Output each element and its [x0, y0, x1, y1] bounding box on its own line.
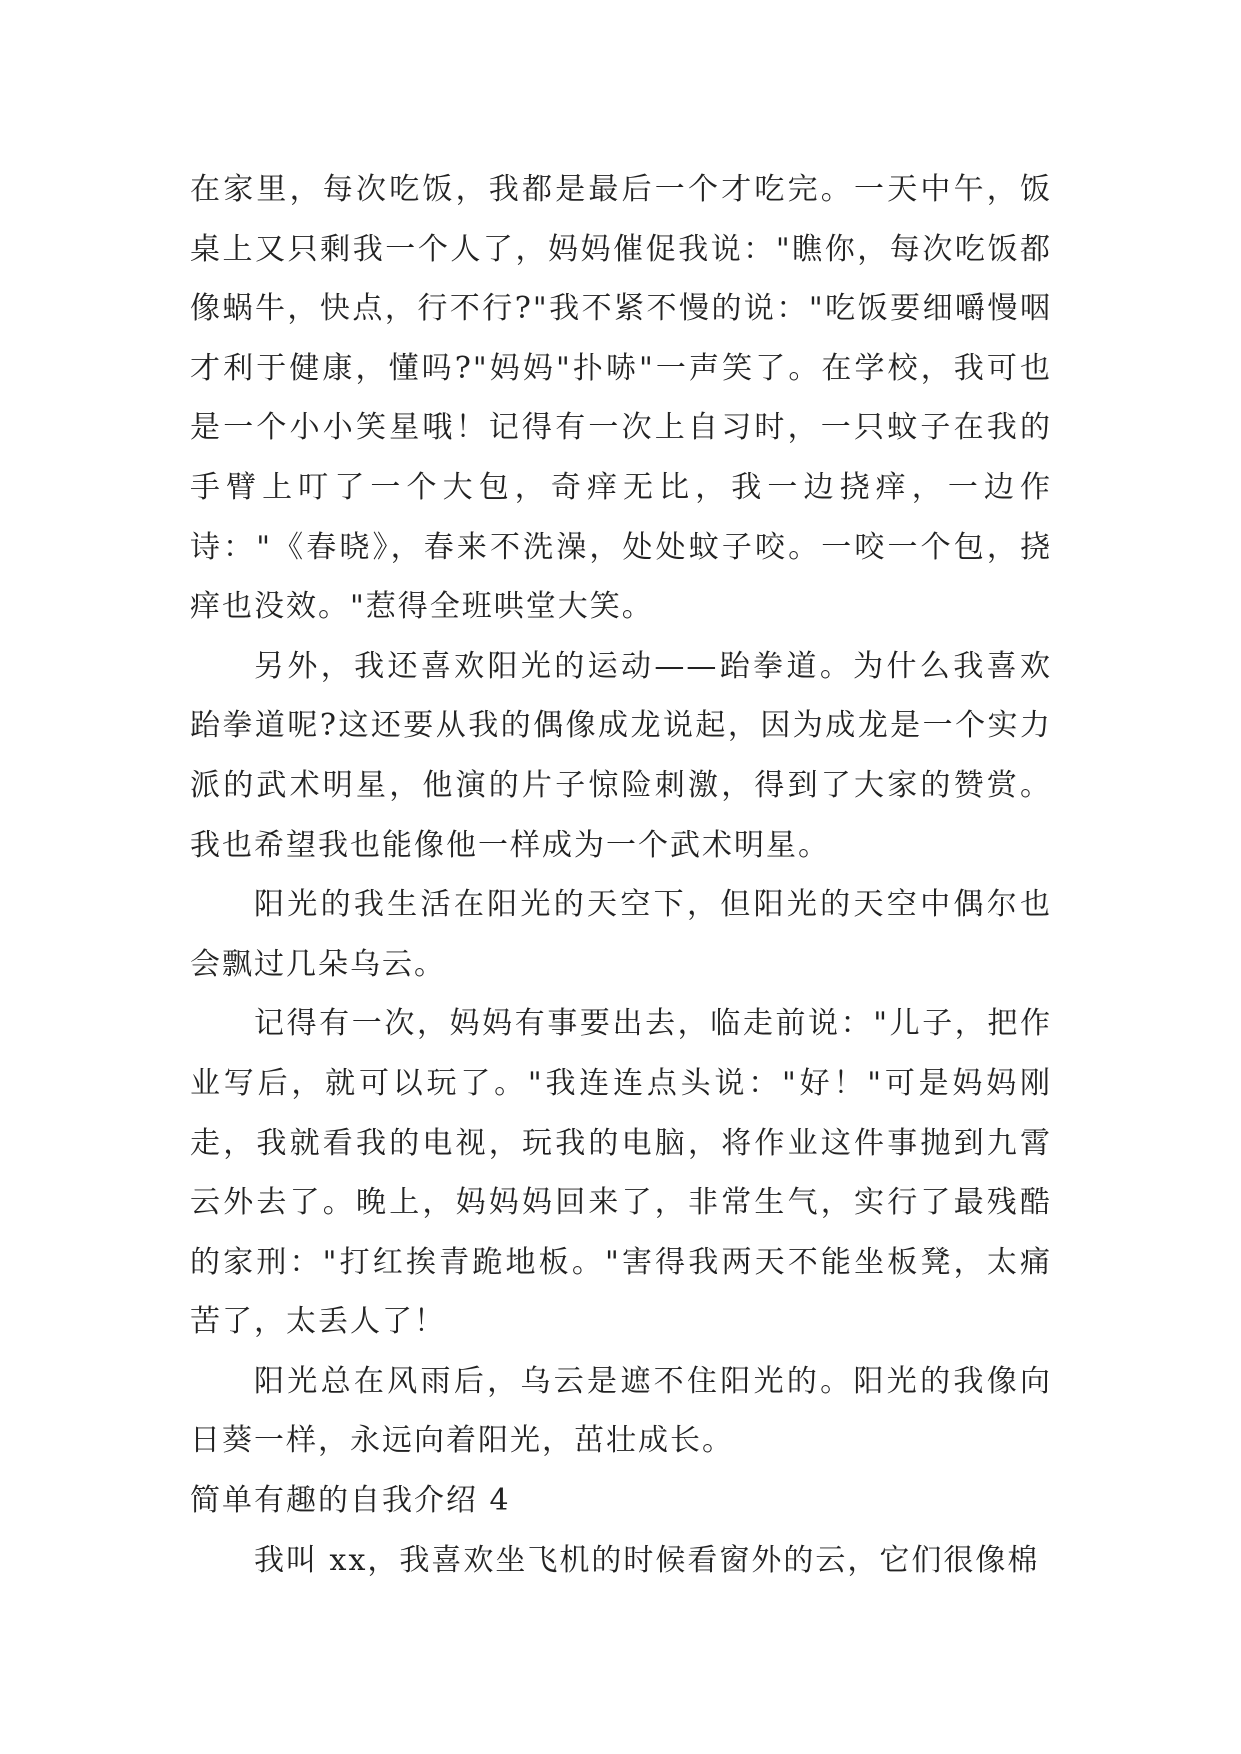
- paragraph-5: 阳光总在风雨后，乌云是遮不住阳光的。阳光的我像向日葵一样，永远向着阳光，茁壮成长。: [190, 1363, 1052, 1459]
- document-body: [190, 160, 1052, 1590]
- paragraph-2: 另外，我还喜欢阳光的运动——跆拳道。为什么我喜欢跆拳道呢?这还要从我的偶像成龙说起，因为成龙是一个实力派的武术明星，他演的片子惊险刺激，得到了大家的赞赏。我也希望我也能像他一样成为一个武术明星。: [190, 648, 1052, 863]
- paragraph-3: 阳光的我生活在阳光的天空下，但阳光的天空中偶尔也会飘过几朵乌云。: [190, 887, 1052, 982]
- paragraph-1: 在家里，每次吃饭，我都是最后一个才吃完。一天中午，饭桌上又只剩我一个人了，妈妈催促我说："瞧你，每次吃饭都像蜗牛，快点，行不行?"我不紧不慢的说："吃饭要细嚼慢咽才利于健康，懂吗?"妈妈"扑哧"一声笑了。在学校，我可也是一个小小笑星哦！记得有一次上自习时，一只蚊子在我的手臂上叮了一个大包，奇痒无比，我一边挠痒，一边作诗："《春晓》，春来不洗澡，处处蚊子咬。一咬一个包，挠痒也没效。"惹得全班哄堂大笑。: [190, 172, 1052, 625]
- section-heading: 简单有趣的自我介绍 4: [190, 1483, 511, 1519]
- paragraph-4: 记得有一次，妈妈有事要出去，临走前说："儿子，把作业写后，就可以玩了。"我连连点头说："好！"可是妈妈刚走，我就看我的电视，玩我的电脑，将作业这件事抛到九霄云外去了。晚上，妈妈妈回来了，非常生气，实行了最残酷的家刑："打红挨青跪地板。"害得我两天不能坐板凳，太痛苦了，太丢人了！: [190, 1006, 1052, 1340]
- paragraph-6: 我叫 xx，我喜欢坐飞机的时候看窗外的云，它们很像棉: [254, 1542, 1040, 1578]
